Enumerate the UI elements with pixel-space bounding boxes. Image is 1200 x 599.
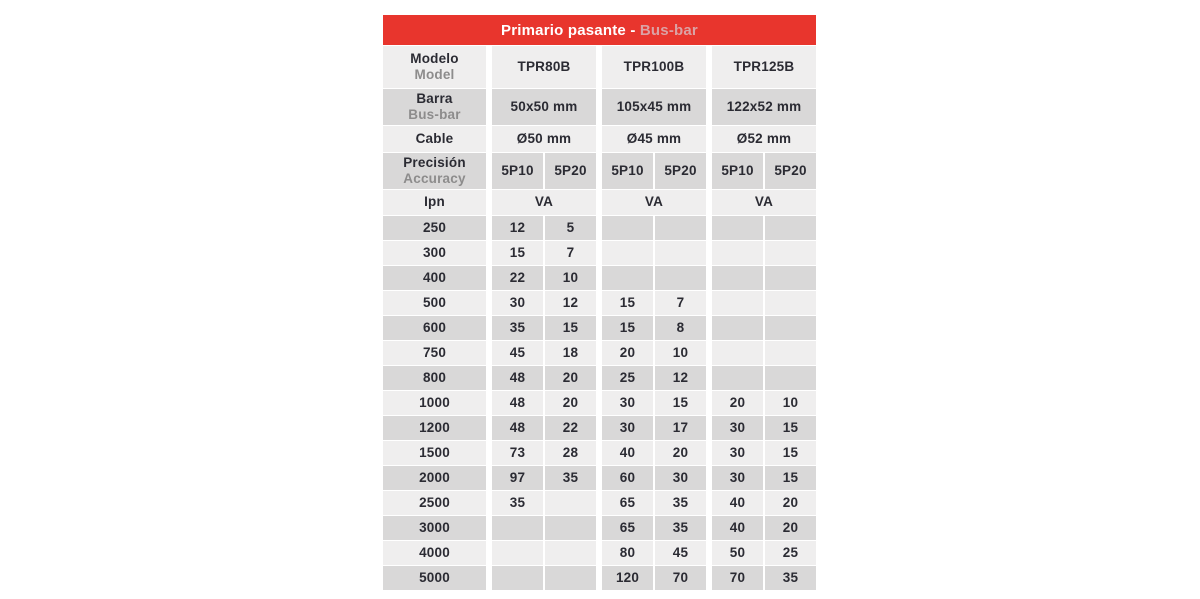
ipn-current-value: 300	[383, 241, 486, 265]
model-name-tpr80b: TPR80B	[492, 46, 596, 88]
va-cell-tpr100b-5p20: 35	[655, 516, 706, 540]
va-cell-tpr80b-5p20: 7	[545, 241, 596, 265]
table-row	[383, 241, 816, 265]
va-cell-tpr125b-5p10	[712, 266, 763, 290]
va-cell-tpr80b-5p20	[545, 516, 596, 540]
va-cell-tpr80b-5p10	[492, 516, 543, 540]
va-cell-tpr80b-5p10: 48	[492, 391, 543, 415]
busbar-size-tpr125b: 122x52 mm	[712, 89, 816, 125]
va-cell-tpr100b-5p20: 45	[655, 541, 706, 565]
va-cell-tpr80b-5p10: 48	[492, 366, 543, 390]
va-cell-tpr125b-5p20	[765, 366, 816, 390]
ipn-current-value: 400	[383, 266, 486, 290]
va-unit-tpr125b: VA	[712, 190, 816, 215]
va-cell-tpr100b-5p10: 25	[602, 366, 653, 390]
table-row	[383, 391, 816, 415]
ipn-current-value: 4000	[383, 541, 486, 565]
title-main: Primario pasante -	[501, 21, 640, 39]
busbar-size-tpr80b: 50x50 mm	[492, 89, 596, 125]
va-cell-tpr125b-5p20: 25	[765, 541, 816, 565]
accuracy-row-label	[383, 153, 486, 189]
va-cell-tpr100b-5p20	[655, 216, 706, 240]
ipn-current-value: 5000	[383, 566, 486, 590]
va-cell-tpr100b-5p20	[655, 266, 706, 290]
table-title	[383, 15, 816, 45]
va-cell-tpr80b-5p10: 45	[492, 341, 543, 365]
va-cell-tpr125b-5p20: 35	[765, 566, 816, 590]
ipn-current-value: 2000	[383, 466, 486, 490]
va-cell-tpr100b-5p20: 20	[655, 441, 706, 465]
va-cell-tpr125b-5p20: 15	[765, 441, 816, 465]
va-cell-tpr125b-5p20	[765, 216, 816, 240]
va-cell-tpr80b-5p20: 15	[545, 316, 596, 340]
model-label-en: Model	[414, 67, 455, 82]
va-cell-tpr80b-5p10: 48	[492, 416, 543, 440]
va-cell-tpr125b-5p10: 30	[712, 466, 763, 490]
va-cell-tpr80b-5p10: 15	[492, 241, 543, 265]
va-cell-tpr80b-5p10	[492, 541, 543, 565]
model-name-tpr125b: TPR125B	[712, 46, 816, 88]
va-cell-tpr80b-5p20	[545, 491, 596, 515]
va-cell-tpr125b-5p20: 15	[765, 416, 816, 440]
va-cell-tpr100b-5p10: 30	[602, 391, 653, 415]
busbar-row-label	[383, 89, 486, 125]
va-cell-tpr100b-5p10	[602, 266, 653, 290]
va-cell-tpr125b-5p20	[765, 241, 816, 265]
model-name-tpr100b: TPR100B	[602, 46, 706, 88]
va-cell-tpr125b-5p10: 30	[712, 441, 763, 465]
cable-size-tpr80b: Ø50 mm	[492, 126, 596, 152]
va-cell-tpr125b-5p10	[712, 291, 763, 315]
title-accent: Bus-bar	[639, 21, 698, 39]
va-cell-tpr80b-5p20: 35	[545, 466, 596, 490]
va-cell-tpr80b-5p20: 5	[545, 216, 596, 240]
header-row-cable	[383, 126, 816, 152]
busbar-label-es: Barra	[416, 90, 453, 106]
table-row	[383, 441, 816, 465]
va-cell-tpr100b-5p20: 8	[655, 316, 706, 340]
busbar-label-en: Bus-bar	[408, 107, 461, 122]
va-cell-tpr80b-5p20: 10	[545, 266, 596, 290]
cable-size-tpr100b: Ø45 mm	[602, 126, 706, 152]
va-cell-tpr125b-5p20	[765, 266, 816, 290]
table-row	[383, 341, 816, 365]
busbar-size-tpr100b: 105x45 mm	[602, 89, 706, 125]
va-cell-tpr125b-5p10	[712, 341, 763, 365]
va-cell-tpr100b-5p10: 65	[602, 491, 653, 515]
va-cell-tpr125b-5p10	[712, 241, 763, 265]
va-cell-tpr100b-5p20: 7	[655, 291, 706, 315]
model-label-es: Modelo	[410, 50, 459, 66]
table-row	[383, 516, 816, 540]
va-cell-tpr125b-5p10	[712, 366, 763, 390]
va-cell-tpr100b-5p20	[655, 241, 706, 265]
va-unit-tpr80b: VA	[492, 190, 596, 215]
ipn-current-value: 500	[383, 291, 486, 315]
va-cell-tpr80b-5p20: 12	[545, 291, 596, 315]
accuracy-label-en: Accuracy	[403, 171, 466, 186]
ipn-current-value: 250	[383, 216, 486, 240]
va-cell-tpr125b-5p20: 10	[765, 391, 816, 415]
va-cell-tpr125b-5p10: 20	[712, 391, 763, 415]
accuracy-class: 5P20	[545, 153, 596, 189]
ipn-current-value: 3000	[383, 516, 486, 540]
va-cell-tpr100b-5p10: 80	[602, 541, 653, 565]
va-cell-tpr100b-5p10: 30	[602, 416, 653, 440]
va-unit-tpr100b: VA	[602, 190, 706, 215]
va-cell-tpr125b-5p20: 20	[765, 516, 816, 540]
va-cell-tpr80b-5p10: 35	[492, 316, 543, 340]
table-row	[383, 541, 816, 565]
va-cell-tpr125b-5p10: 40	[712, 491, 763, 515]
accuracy-class: 5P20	[765, 153, 816, 189]
accuracy-class: 5P10	[602, 153, 653, 189]
va-cell-tpr100b-5p10	[602, 216, 653, 240]
table-row	[383, 291, 816, 315]
va-cell-tpr125b-5p20	[765, 291, 816, 315]
table-row	[383, 316, 816, 340]
va-cell-tpr100b-5p20: 10	[655, 341, 706, 365]
va-cell-tpr125b-5p10	[712, 316, 763, 340]
va-cell-tpr100b-5p10: 15	[602, 291, 653, 315]
va-cell-tpr125b-5p20: 20	[765, 491, 816, 515]
ipn-current-value: 800	[383, 366, 486, 390]
va-cell-tpr80b-5p10	[492, 566, 543, 590]
va-cell-tpr100b-5p10	[602, 241, 653, 265]
va-cell-tpr80b-5p20: 28	[545, 441, 596, 465]
va-cell-tpr100b-5p20: 12	[655, 366, 706, 390]
va-cell-tpr80b-5p10: 73	[492, 441, 543, 465]
ipn-current-value: 600	[383, 316, 486, 340]
va-cell-tpr100b-5p10: 15	[602, 316, 653, 340]
va-cell-tpr125b-5p20	[765, 316, 816, 340]
ipn-row-label: Ipn	[383, 190, 486, 215]
spec-table	[383, 15, 816, 590]
table-row	[383, 566, 816, 590]
va-cell-tpr80b-5p10: 97	[492, 466, 543, 490]
accuracy-class: 5P20	[655, 153, 706, 189]
va-cell-tpr100b-5p20: 15	[655, 391, 706, 415]
va-cell-tpr100b-5p10: 40	[602, 441, 653, 465]
va-cell-tpr125b-5p10: 40	[712, 516, 763, 540]
va-cell-tpr80b-5p20	[545, 541, 596, 565]
va-cell-tpr125b-5p10	[712, 216, 763, 240]
header-row-model	[383, 46, 816, 88]
va-cell-tpr125b-5p10: 70	[712, 566, 763, 590]
va-cell-tpr100b-5p20: 17	[655, 416, 706, 440]
va-cell-tpr100b-5p20: 70	[655, 566, 706, 590]
va-cell-tpr80b-5p20: 20	[545, 391, 596, 415]
table-row	[383, 366, 816, 390]
va-cell-tpr80b-5p10: 35	[492, 491, 543, 515]
header-row-ipn-va	[383, 190, 816, 215]
accuracy-label-es: Precisión	[403, 154, 466, 170]
ipn-current-value: 750	[383, 341, 486, 365]
header-row-busbar	[383, 89, 816, 125]
va-cell-tpr100b-5p10: 20	[602, 341, 653, 365]
cable-row-label: Cable	[383, 126, 486, 152]
table-row	[383, 266, 816, 290]
va-cell-tpr80b-5p20: 20	[545, 366, 596, 390]
table-row	[383, 216, 816, 240]
va-cell-tpr80b-5p10: 12	[492, 216, 543, 240]
va-cell-tpr100b-5p20: 30	[655, 466, 706, 490]
va-cell-tpr125b-5p20	[765, 341, 816, 365]
va-cell-tpr80b-5p20: 22	[545, 416, 596, 440]
va-cell-tpr80b-5p10: 22	[492, 266, 543, 290]
va-cell-tpr100b-5p10: 60	[602, 466, 653, 490]
va-cell-tpr100b-5p20: 35	[655, 491, 706, 515]
table-row	[383, 466, 816, 490]
va-cell-tpr125b-5p20: 15	[765, 466, 816, 490]
va-cell-tpr125b-5p10: 30	[712, 416, 763, 440]
va-cell-tpr80b-5p10: 30	[492, 291, 543, 315]
model-row-label	[383, 46, 486, 88]
va-cell-tpr100b-5p10: 120	[602, 566, 653, 590]
accuracy-class: 5P10	[492, 153, 543, 189]
table-row	[383, 416, 816, 440]
ipn-current-value: 1200	[383, 416, 486, 440]
header-row-accuracy	[383, 153, 816, 189]
accuracy-class: 5P10	[712, 153, 763, 189]
ipn-current-value: 1000	[383, 391, 486, 415]
va-cell-tpr100b-5p10: 65	[602, 516, 653, 540]
table-row	[383, 491, 816, 515]
va-cell-tpr80b-5p20: 18	[545, 341, 596, 365]
cable-size-tpr125b: Ø52 mm	[712, 126, 816, 152]
va-cell-tpr125b-5p10: 50	[712, 541, 763, 565]
ipn-current-value: 1500	[383, 441, 486, 465]
ipn-current-value: 2500	[383, 491, 486, 515]
va-cell-tpr80b-5p20	[545, 566, 596, 590]
